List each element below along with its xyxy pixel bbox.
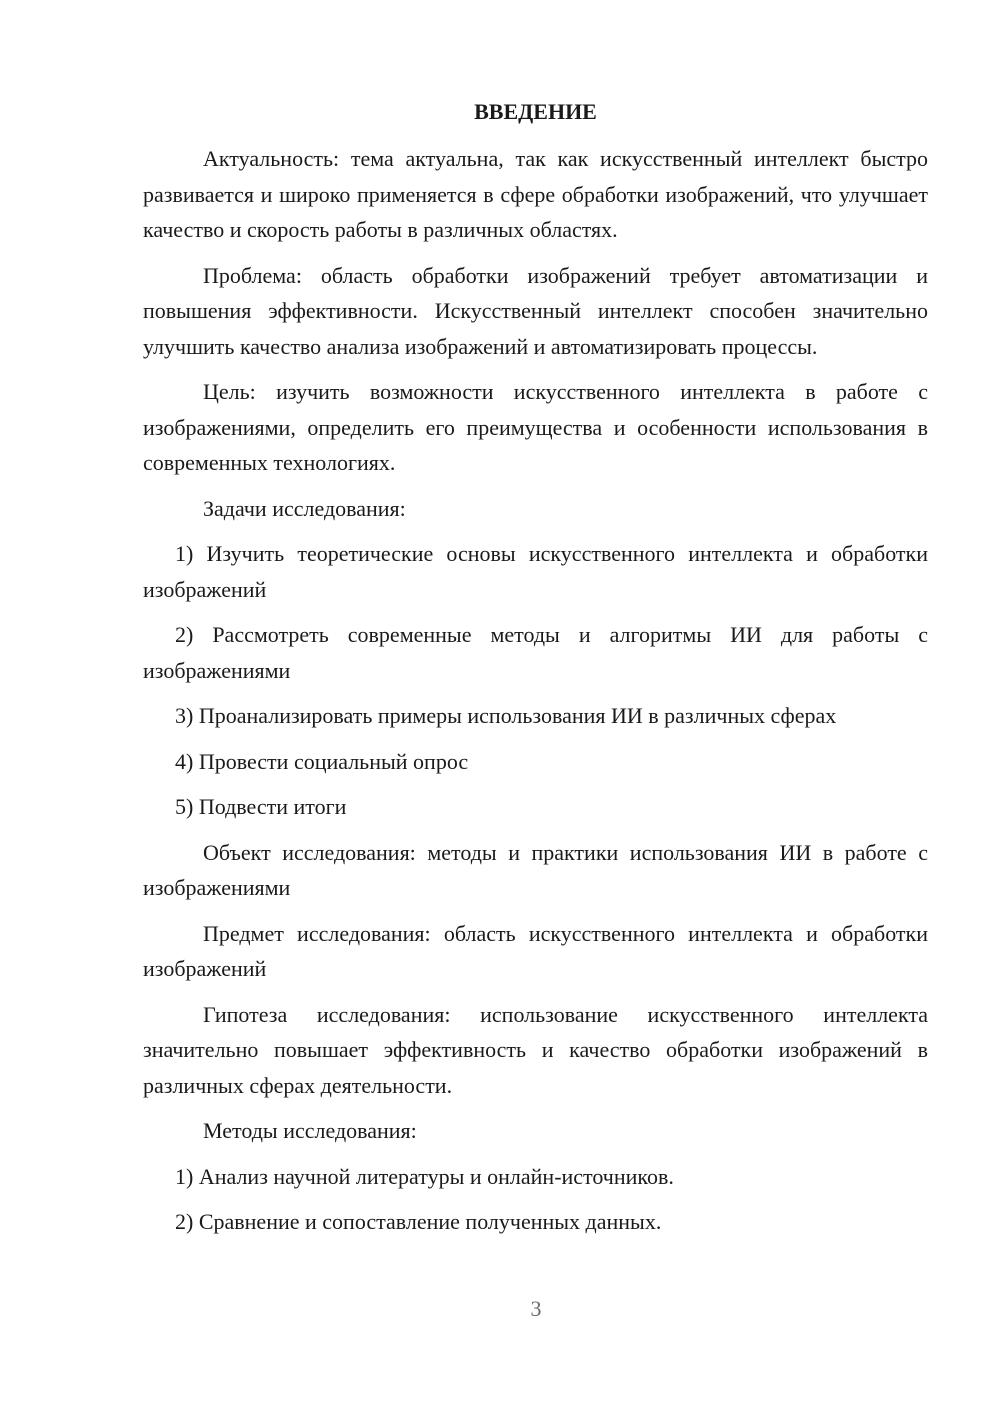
list-item-task-4: 4) Провести социальный опрос (175, 748, 469, 774)
list-item-method-1: 1) Анализ научной литературы и онлайн-источников. (175, 1163, 674, 1189)
paragraph-problem: Проблема: область обработки изображений требует автоматизации и повышения эффективности. Искусственный интеллект способен значительно улучшить качество анализа изображений и автоматизировать процессы. (143, 262, 928, 359)
list-item-task-2: 2) Рассмотреть современные методы и алгоритмы ИИ для работы с изображениями (143, 622, 928, 683)
paragraph-methods-heading: Методы исследования: (203, 1118, 417, 1143)
section-title: ВВЕДЕНИЕ (474, 99, 597, 124)
paragraph-object: Объект исследования: методы и практики использования ИИ в работе с изображениями (143, 839, 928, 900)
page-number: 3 (530, 1296, 542, 1321)
paragraph-goal: Цель: изучить возможности искусственного интеллекта в работе с изображениями, определить его преимущества и особенности использования в современных технологиях. (143, 379, 928, 475)
paragraph-subject: Предмет исследования: область искусственного интеллекта и обработки изображений (143, 920, 928, 981)
paragraph-tasks-heading: Задачи исследования: (203, 495, 406, 521)
paragraph-hypothesis: Гипотеза исследования: использование искусственного интеллекта значительно повышает эффективность и качество обработки изображений в различных сферах деятельности. (143, 1001, 928, 1098)
list-item-task-5: 5) Подвести итоги (175, 794, 347, 819)
list-item-method-2: 2) Сравнение и сопоставление полученных данных. (175, 1209, 662, 1234)
document-page (143, 94, 928, 1250)
paragraph-relevance: Актуальность: тема актуальна, так как искусственный интеллект быстро развивается и широко применяется в сфере обработки изображений, что улучшает качество и скорость работы в различных областях. (143, 146, 928, 242)
list-item-task-1: 1) Изучить теоретические основы искусственного интеллекта и обработки изображений (143, 541, 928, 602)
list-item-task-3: 3) Проанализировать примеры использования ИИ в различных сферах (175, 703, 837, 728)
